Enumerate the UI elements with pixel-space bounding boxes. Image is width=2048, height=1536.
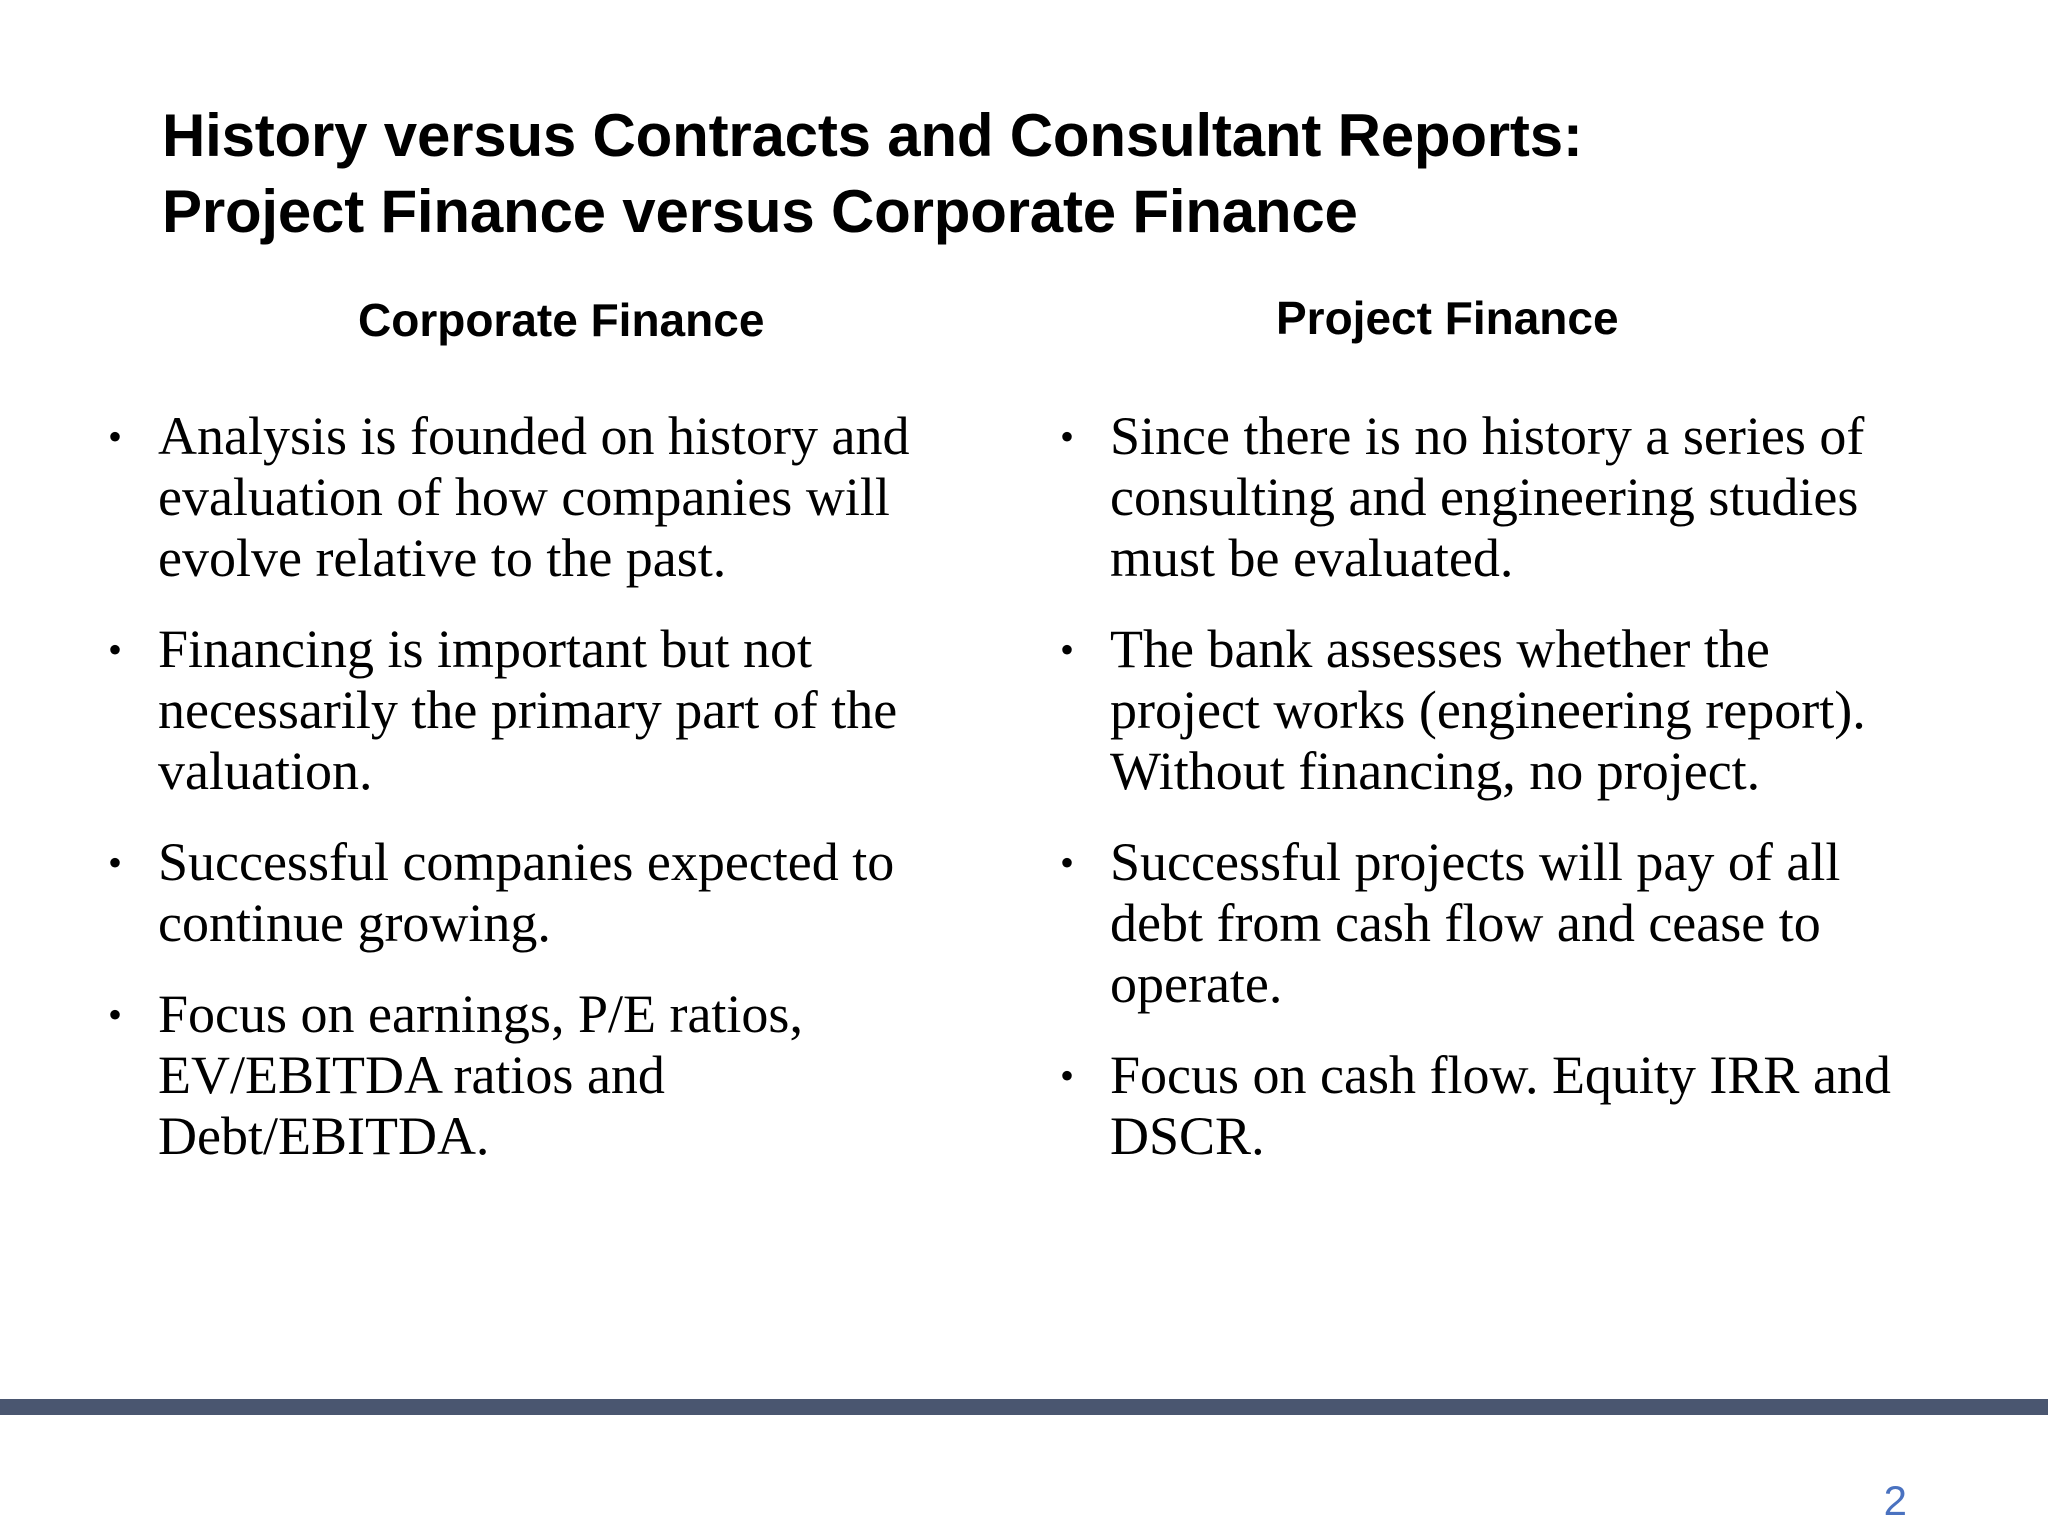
bullet-text-line: necessarily the primary part of the	[158, 680, 898, 740]
bullet-icon: •	[108, 627, 123, 672]
bullet-item	[104, 619, 1044, 802]
bullet-item	[104, 832, 1044, 954]
footer-bar	[0, 1399, 2048, 1415]
project-finance-column	[1056, 290, 1996, 1166]
bullet-text-line: Successful projects will pay of all	[1110, 832, 1841, 892]
project-finance-bullets	[1056, 406, 1996, 1197]
bullet-icon: •	[108, 840, 123, 885]
bullet-icon: •	[1060, 414, 1075, 459]
bullet-text-line: EV/EBITDA ratios and	[158, 1045, 665, 1105]
bullet-text-line: Focus on earnings, P/E ratios,	[158, 984, 803, 1044]
bullet-icon: •	[1060, 840, 1075, 885]
bullet-icon: •	[1060, 1053, 1075, 1098]
bullet-icon: •	[108, 992, 123, 1037]
slide-title-line-2: Project Finance versus Corporate Finance	[162, 178, 1358, 245]
bullet-text-line: Successful companies expected to	[158, 832, 895, 892]
bullet-text-line: Focus on cash flow. Equity IRR and	[1110, 1045, 1891, 1105]
bullet-text	[1110, 832, 1996, 1015]
corporate-finance-bullets	[104, 406, 1044, 1197]
bullet-text	[1110, 1045, 1996, 1167]
bullet-text-line: Without financing, no project.	[1110, 741, 1761, 801]
bullet-item	[1056, 406, 1996, 589]
bullet-icon: •	[1060, 627, 1075, 672]
bullet-text-line: The bank assesses whether the	[1110, 619, 1770, 679]
bullet-item	[1056, 619, 1996, 802]
bullet-text-line: continue growing.	[158, 893, 551, 953]
bullet-text-line: evolve relative to the past.	[158, 528, 727, 588]
bullet-text-line: evaluation of how companies will	[158, 467, 890, 527]
slide-title	[162, 98, 1962, 250]
bullet-item	[1056, 832, 1996, 1015]
bullet-text	[158, 619, 1044, 802]
slide-title-line-1: History versus Contracts and Consultant Reports:	[162, 102, 1583, 169]
bullet-text	[158, 406, 1044, 589]
project-finance-heading: Project Finance	[1276, 292, 1619, 344]
bullet-text-line: consulting and engineering studies	[1110, 467, 1859, 527]
bullet-text-line: valuation.	[158, 741, 373, 801]
bullet-text-line: Analysis is founded on history and	[158, 406, 910, 466]
bullet-text-line: Since there is no history a series of	[1110, 406, 1865, 466]
bullet-text-line: operate.	[1110, 954, 1283, 1014]
bullet-text-line: project works (engineering report).	[1110, 680, 1866, 740]
bullet-text	[158, 984, 1044, 1167]
bullet-text-line: Debt/EBITDA.	[158, 1106, 490, 1166]
bullet-text-line: must be evaluated.	[1110, 528, 1514, 588]
bullet-item	[104, 406, 1044, 589]
bullet-text	[158, 832, 1044, 954]
bullet-text-line: Financing is important but not	[158, 619, 812, 679]
bullet-item	[1056, 1045, 1996, 1167]
page-number: 2	[1883, 1477, 1907, 1524]
bullet-text-line: debt from cash flow and cease to	[1110, 893, 1821, 953]
bullet-text	[1110, 619, 1996, 802]
bullet-item	[104, 984, 1044, 1167]
bullet-text	[1110, 406, 1996, 589]
corporate-finance-column	[104, 290, 1044, 1166]
corporate-finance-heading: Corporate Finance	[358, 294, 765, 346]
bullet-text-line: DSCR.	[1110, 1106, 1265, 1166]
bullet-icon: •	[108, 414, 123, 459]
